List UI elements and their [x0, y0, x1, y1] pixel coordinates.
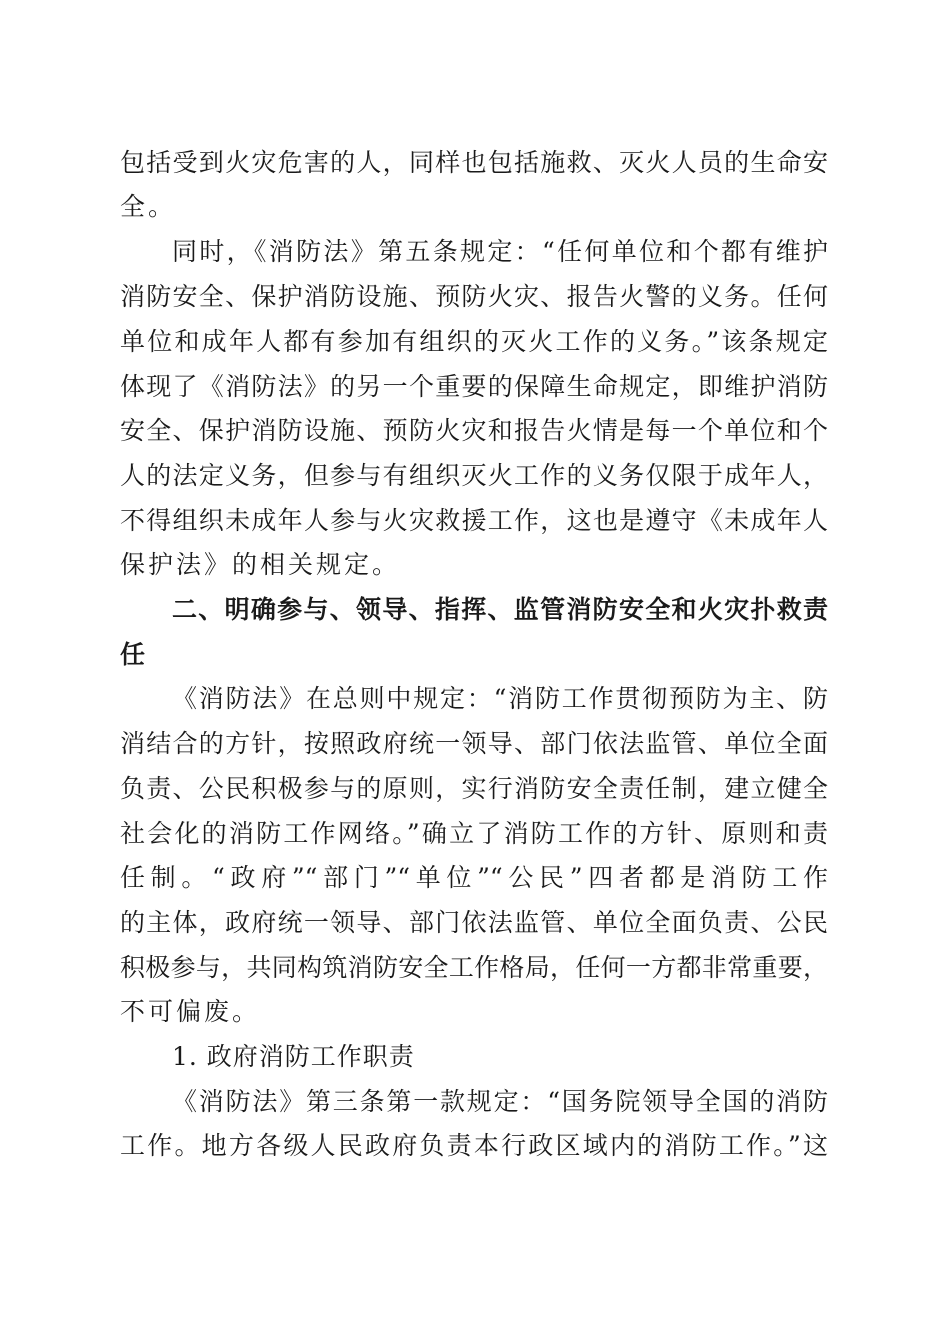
paragraph-line: 的主体，政府统一领导、部门依法监管、单位全面负责、公民 [120, 908, 828, 937]
paragraph-line: 体现了《消防法》的另一个重要的保障生命规定，即维护消防 [120, 372, 828, 401]
paragraph-line: 单位和成年人都有参加有组织的灭火工作的义务。”该条规定 [120, 327, 828, 356]
paragraph-line: 包括受到火灾危害的人，同样也包括施救、灭火人员的生命安 [120, 148, 828, 177]
paragraph-line: 不可偏废。 [120, 997, 261, 1026]
paragraph-line: 保护法》的相关规定。 [120, 550, 401, 579]
section-heading: 二、明确参与、领导、指挥、监管消防安全和火灾扑救责 [172, 595, 828, 624]
paragraph-line: 工作。地方各级人民政府负责本行政区域内的消防工作。”这 [120, 1131, 828, 1160]
paragraph-line: 全。 [120, 192, 177, 221]
paragraph-line: 《消防法》在总则中规定：“消防工作贯彻预防为主、防 [172, 684, 828, 713]
subsection-heading: 1. 政府消防工作职责 [172, 1042, 415, 1071]
paragraph-line: 不得组织未成年人参与火灾救援工作，这也是遵守《未成年人 [120, 506, 828, 535]
paragraph-line: 任制。“政府”“部门”“单位”“公民”四者都是消防工作 [120, 863, 828, 892]
paragraph-line: 消结合的方针，按照政府统一领导、部门依法监管、单位全面 [120, 729, 828, 758]
paragraph-line: 积极参与，共同构筑消防安全工作格局，任何一方都非常重要， [120, 953, 828, 982]
paragraph-line: 《消防法》第三条第一款规定：“国务院领导全国的消防 [172, 1087, 828, 1116]
paragraph-line: 社会化的消防工作网络。”确立了消防工作的方针、原则和责 [120, 819, 828, 848]
paragraph-line: 负责、公民积极参与的原则，实行消防安全责任制，建立健全 [120, 774, 828, 803]
paragraph-line: 安全、保护消防设施、预防火灾和报告火情是每一个单位和个 [120, 416, 828, 445]
section-heading: 任 [120, 640, 149, 669]
paragraph-line: 消防安全、保护消防设施、预防火灾、报告火警的义务。任何 [120, 282, 828, 311]
paragraph-line: 人的法定义务，但参与有组织灭火工作的义务仅限于成年人， [120, 461, 828, 490]
paragraph-line: 同时，《消防法》第五条规定：“任何单位和个都有维护 [172, 237, 828, 266]
